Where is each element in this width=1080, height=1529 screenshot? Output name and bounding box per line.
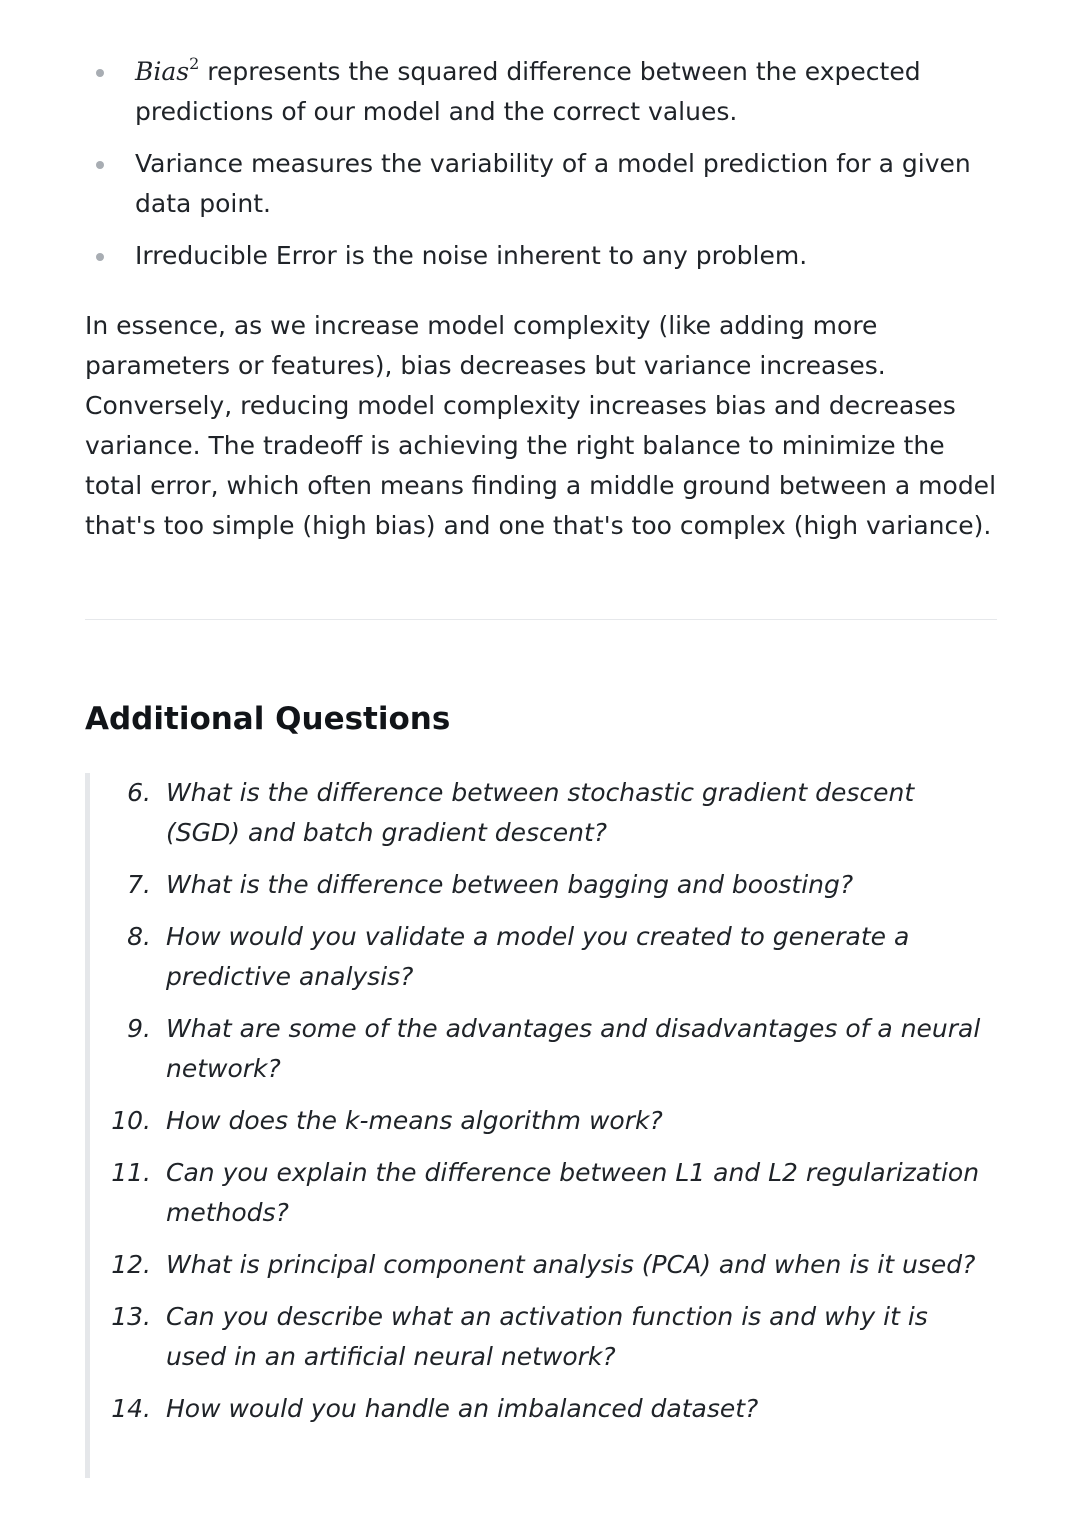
question-text: How would you validate a model you created to generate a predictive analysis? [166, 922, 910, 991]
body-paragraph: In essence, as we increase model complexity (like adding more parameters or features), bias decreases but variance increases. Conversely, reducing model complexity increases bias and decreases variance. The tradeoff is achieving the right balance to minimize the total error, which often means finding a middle ground between a model that's too simple (high bias) and one that's too complex (high variance). [85, 311, 997, 540]
question-item [90, 865, 986, 905]
question-text: Can you describe what an activation function is and why it is used in an artificial neural network? [166, 1302, 928, 1371]
list-item [85, 236, 985, 276]
question-item [90, 1153, 986, 1233]
question-item [90, 1389, 986, 1429]
question-text: What is principal component analysis (PCA) and when is it used? [166, 1250, 976, 1279]
question-text: What is the difference between stochastic gradient descent (SGD) and batch gradient descent? [166, 778, 915, 847]
bullet-icon [96, 161, 104, 169]
question-text: Can you explain the difference between L1 and L2 regularization methods? [166, 1158, 980, 1227]
question-number: 8. [127, 922, 151, 951]
question-number: 9. [127, 1014, 151, 1043]
question-item [90, 1009, 986, 1089]
question-text: What are some of the advantages and disadvantages of a neural network? [166, 1014, 981, 1083]
question-text: What is the difference between bagging and boosting? [166, 870, 854, 899]
list-item [85, 52, 985, 132]
question-item [90, 1245, 986, 1285]
bullet-icon [96, 69, 104, 77]
list-item [85, 144, 985, 224]
question-item [90, 773, 986, 853]
bullet-list [85, 52, 985, 288]
question-number: 10. [111, 1106, 151, 1135]
bullet-text: Irreducible Error is the noise inherent to any problem. [135, 241, 808, 270]
math-expression: Bias$^2$ [135, 54, 200, 86]
question-number: 6. [127, 778, 151, 807]
bullet-text: represents the squared difference between the expected predictions of our model and the correct values. [135, 57, 921, 126]
question-number: 14. [111, 1394, 151, 1423]
blockquote [85, 773, 1002, 1478]
question-text: How would you handle an imbalanced dataset? [166, 1394, 759, 1423]
question-number: 11. [111, 1158, 151, 1187]
question-item [90, 1297, 986, 1377]
horizontal-rule [85, 619, 997, 620]
question-list [90, 773, 990, 1441]
bullet-text: Variance measures the variability of a model prediction for a given data point. [135, 149, 971, 218]
question-number: 13. [111, 1302, 151, 1331]
section-heading: Additional Questions [85, 701, 451, 737]
question-number: 12. [111, 1250, 151, 1279]
question-number: 7. [127, 870, 151, 899]
question-item [90, 917, 986, 997]
question-item [90, 1101, 986, 1141]
question-text: How does the k-means algorithm work? [166, 1106, 663, 1135]
bullet-icon [96, 253, 104, 261]
